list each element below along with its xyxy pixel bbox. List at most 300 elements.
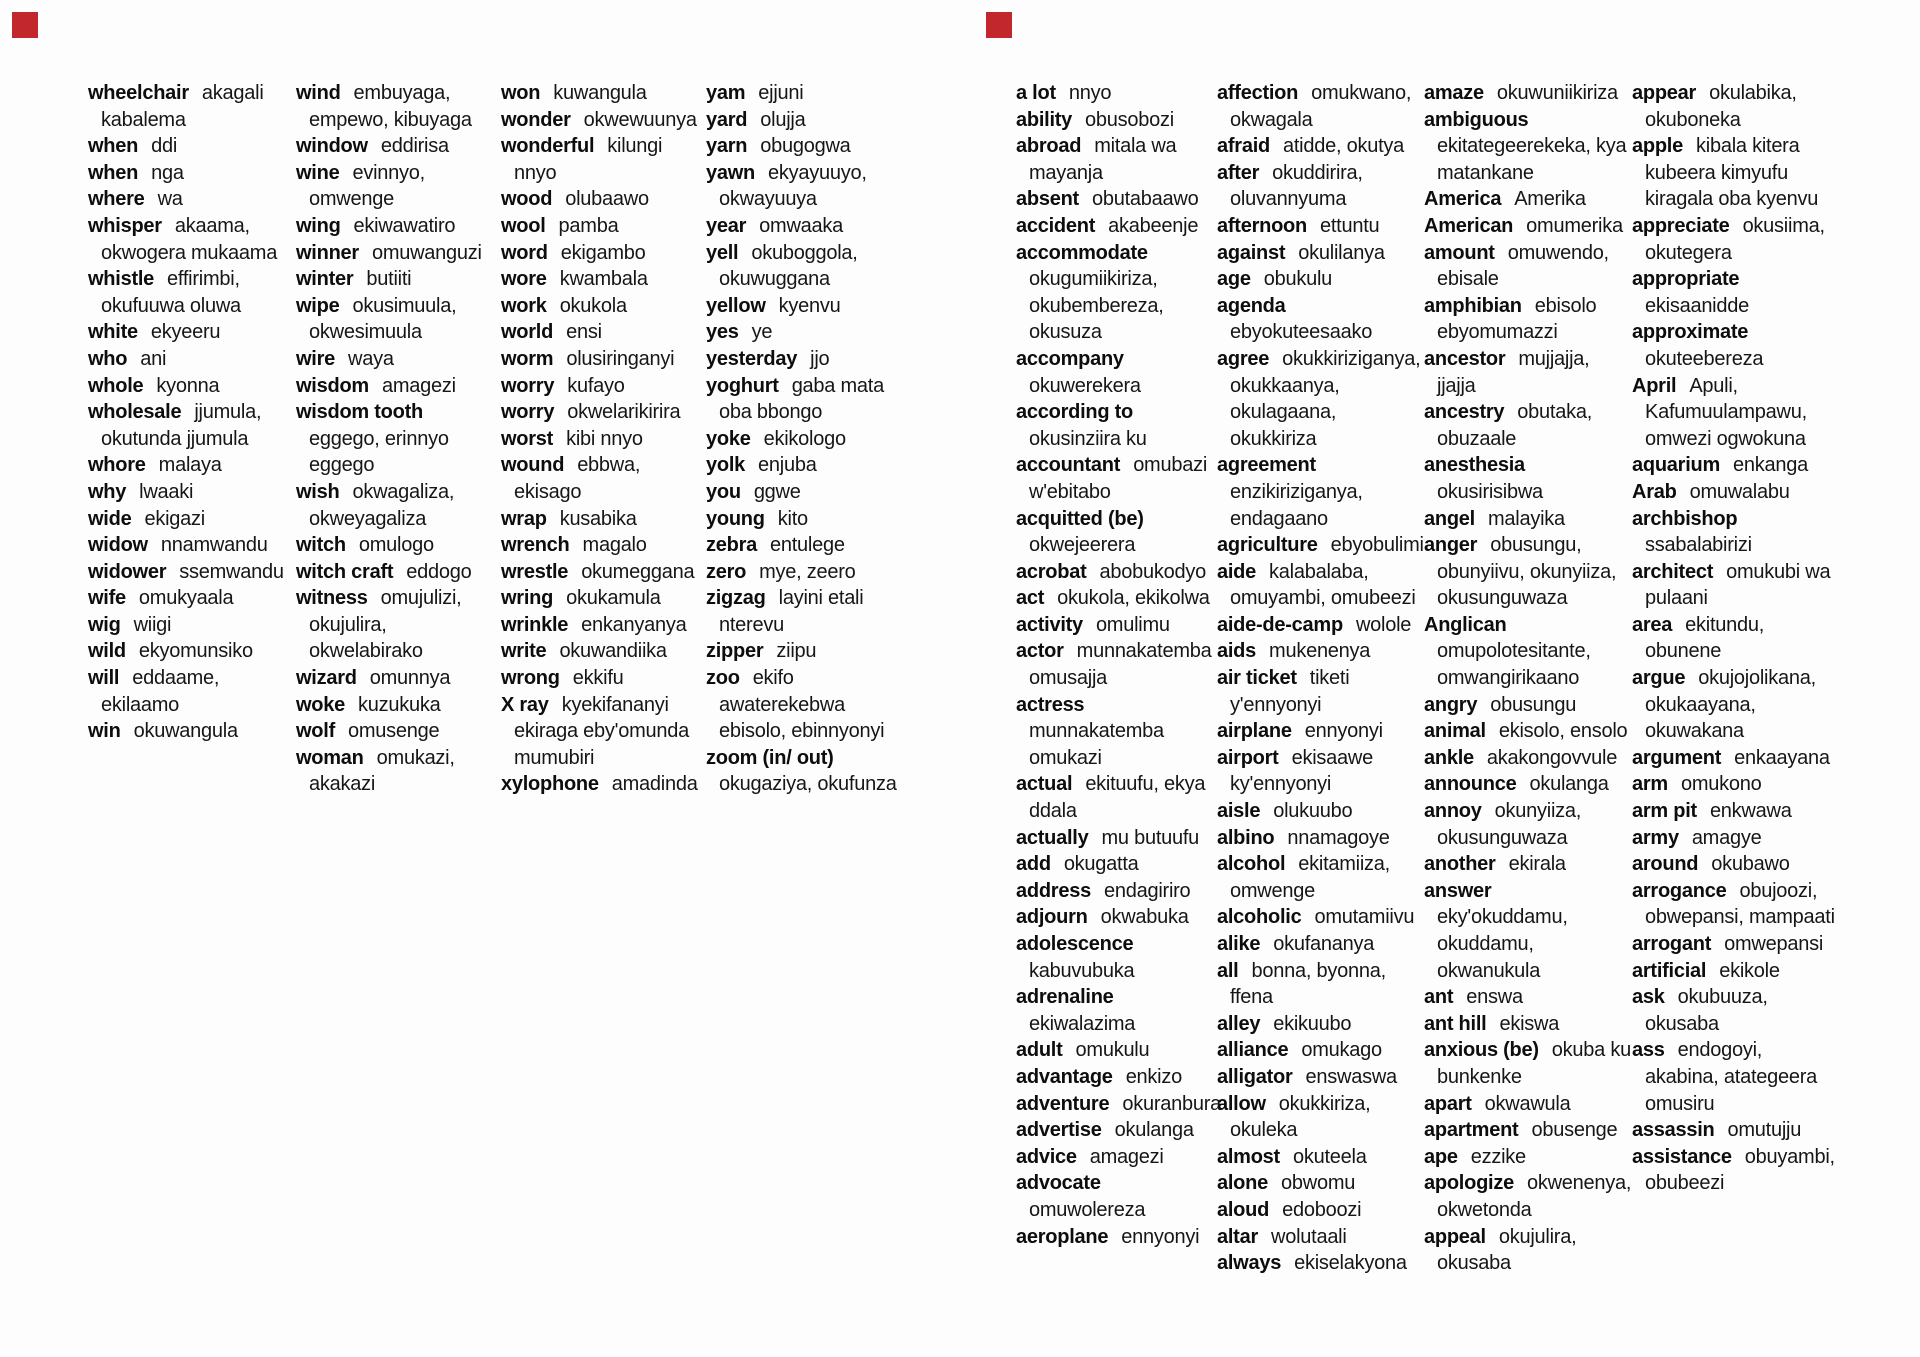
translation-continuation: okujulira,	[309, 613, 387, 636]
headword: almost	[1217, 1145, 1280, 1168]
dictionary-line	[1217, 798, 1424, 825]
dictionary-line	[501, 399, 698, 426]
translation-continuation: w'ebitabo	[1029, 480, 1111, 503]
headword: arm pit	[1632, 800, 1697, 823]
dictionary-line	[1016, 293, 1221, 320]
translation: omumerika	[1526, 214, 1623, 237]
translation: enkanyanya	[581, 613, 687, 636]
headword: worry	[501, 374, 555, 397]
headword: actual	[1016, 773, 1073, 796]
dictionary-line	[296, 293, 482, 320]
translation: okuwandiika	[559, 640, 667, 663]
headword: arrogance	[1632, 879, 1727, 902]
dictionary-line	[1632, 771, 1835, 798]
headword: worst	[501, 427, 554, 450]
dictionary-line	[1016, 452, 1221, 479]
dictionary-column-a4	[1632, 80, 1835, 1197]
dictionary-line	[1217, 612, 1424, 639]
dictionary-line	[706, 479, 897, 506]
translation: ekisolo, ensolo	[1498, 720, 1628, 743]
dictionary-line	[501, 452, 698, 479]
translation: ennyonyi	[1304, 720, 1383, 743]
translation: malayika	[1488, 507, 1565, 530]
translation: abobukodyo	[1099, 560, 1206, 583]
dictionary-line	[1632, 638, 1835, 665]
translation: endagiriro	[1103, 879, 1191, 902]
translation: enswaswa	[1305, 1065, 1397, 1088]
headword: absent	[1016, 188, 1079, 211]
translation: okwagaliza,	[352, 480, 455, 503]
translation: evinnyo,	[352, 161, 425, 184]
translation: olusiringanyi	[566, 347, 675, 370]
headword: wisdom	[296, 374, 369, 397]
headword: aeroplane	[1016, 1225, 1109, 1248]
dictionary-line	[1632, 399, 1835, 426]
dictionary-line	[1424, 771, 1631, 798]
headword: approximate	[1632, 321, 1749, 344]
dictionary-line	[1632, 426, 1835, 453]
translation: obuyambi,	[1744, 1145, 1835, 1168]
dictionary-line	[1217, 399, 1424, 426]
dictionary-line	[501, 80, 698, 107]
dictionary-line	[1424, 878, 1631, 905]
translation: ekyeeru	[150, 321, 221, 344]
translation-continuation: okusaba	[1437, 1252, 1511, 1275]
translation: okubuuza,	[1677, 986, 1768, 1009]
dictionary-line	[1016, 506, 1221, 533]
headword: artificial	[1632, 959, 1707, 982]
dictionary-line	[1632, 1144, 1835, 1171]
dictionary-line	[501, 373, 698, 400]
headword: worry	[501, 401, 555, 424]
translation: bonna, byonna,	[1251, 959, 1386, 982]
headword: actor	[1016, 640, 1064, 663]
dictionary-line	[1217, 319, 1424, 346]
headword: age	[1217, 268, 1251, 291]
headword: why	[88, 480, 127, 503]
dictionary-line	[296, 319, 482, 346]
headword: alliance	[1217, 1039, 1289, 1062]
dictionary-line	[1632, 851, 1835, 878]
headword: airport	[1217, 746, 1279, 769]
headword: April	[1632, 374, 1677, 397]
translation: amagezi	[1089, 1145, 1164, 1168]
headword: ask	[1632, 986, 1665, 1009]
dictionary-line	[1217, 931, 1424, 958]
headword: X ray	[501, 693, 549, 716]
translation-continuation: okugaziya, okufunza	[719, 773, 897, 796]
dictionary-line	[88, 80, 284, 107]
headword: wrong	[501, 667, 560, 690]
headword: allow	[1217, 1092, 1266, 1115]
translation: nnamwandu	[160, 534, 268, 557]
headword: argue	[1632, 667, 1686, 690]
headword: wind	[296, 82, 341, 104]
headword: ambiguous	[1424, 108, 1529, 131]
headword: appear	[1632, 82, 1697, 104]
translation-continuation: nterevu	[719, 613, 784, 636]
dictionary-line	[1632, 904, 1835, 931]
headword: area	[1632, 613, 1673, 636]
translation: okuwuniikiriza	[1496, 82, 1618, 104]
dictionary-line	[1016, 479, 1221, 506]
translation: waya	[348, 347, 394, 370]
translation-continuation: okusinziira ku	[1029, 427, 1147, 450]
dictionary-line	[1217, 1250, 1424, 1277]
translation: mye, zeero	[759, 560, 856, 583]
translation: okwelarikirira	[567, 401, 681, 424]
headword: ass	[1632, 1039, 1665, 1062]
translation: obutaka,	[1517, 401, 1593, 424]
headword: who	[88, 347, 128, 370]
dictionary-line	[1016, 612, 1221, 639]
translation-continuation: kubeera kimyufu	[1645, 161, 1788, 184]
translation-continuation: okukkiriza	[1230, 427, 1317, 450]
dictionary-line	[706, 186, 897, 213]
translation: obugogwa	[760, 135, 851, 158]
translation: pamba	[558, 214, 619, 237]
headword: wrinkle	[501, 613, 569, 636]
translation: layini etali	[778, 587, 864, 610]
dictionary-line	[88, 692, 284, 719]
dictionary-line	[1217, 532, 1424, 559]
dictionary-line	[296, 771, 482, 798]
dictionary-line	[1217, 771, 1424, 798]
dictionary-line	[1424, 1091, 1631, 1118]
translation-continuation: okusirisibwa	[1437, 480, 1543, 503]
dictionary-line	[1016, 692, 1221, 719]
translation-continuation: okukkaanya,	[1230, 374, 1340, 397]
dictionary-line	[1424, 107, 1631, 134]
translation: gaba mata	[791, 374, 884, 397]
translation: kilungi	[607, 135, 663, 158]
dictionary-line	[1217, 1011, 1424, 1038]
translation: enswa	[1466, 986, 1523, 1009]
headword: angel	[1424, 507, 1475, 530]
dictionary-line	[88, 399, 284, 426]
dictionary-line	[1217, 160, 1424, 187]
dictionary-line	[706, 638, 897, 665]
translation: omuwalabu	[1689, 480, 1790, 503]
dictionary-line	[501, 559, 698, 586]
headword: yell	[706, 241, 739, 264]
headword: whole	[88, 374, 144, 397]
dictionary-line	[706, 771, 897, 798]
dictionary-line	[501, 240, 698, 267]
translation: kyekifananyi	[561, 693, 669, 716]
headword: advertise	[1016, 1119, 1102, 1142]
translation-continuation: mayanja	[1029, 161, 1103, 184]
page-corner-marker-left	[12, 12, 38, 38]
translation-continuation: ekisago	[514, 480, 582, 503]
translation: omukyaala	[138, 587, 234, 610]
headword: aloud	[1217, 1198, 1270, 1221]
headword: after	[1217, 161, 1260, 184]
translation: nnyo	[1068, 82, 1112, 104]
dictionary-line	[706, 160, 897, 187]
dictionary-line	[1424, 692, 1631, 719]
dictionary-line	[88, 293, 284, 320]
dictionary-line	[296, 452, 482, 479]
dictionary-line	[501, 665, 698, 692]
headword: a lot	[1016, 82, 1056, 104]
translation-continuation: okubembereza,	[1029, 294, 1164, 317]
headword: add	[1016, 853, 1051, 876]
headword: wholesale	[88, 401, 182, 424]
dictionary-line	[1016, 559, 1221, 586]
dictionary-line	[296, 745, 482, 772]
headword: always	[1217, 1252, 1282, 1275]
dictionary-line	[1424, 718, 1631, 745]
headword: assistance	[1632, 1145, 1732, 1168]
headword: assassin	[1632, 1119, 1715, 1142]
translation: okulanga	[1529, 773, 1609, 796]
translation-continuation: omwangirikaano	[1437, 667, 1580, 690]
translation: okwabuka	[1100, 906, 1189, 929]
headword: woke	[296, 693, 346, 716]
translation-continuation: ekitategeerekeka, kya	[1437, 135, 1627, 158]
translation: eddirisa	[380, 135, 449, 158]
dictionary-line	[1217, 665, 1424, 692]
translation: obujoozi,	[1739, 879, 1818, 902]
translation: omukulu	[1075, 1039, 1150, 1062]
translation-continuation: matankane	[1437, 161, 1534, 184]
dictionary-line	[1424, 1224, 1631, 1251]
dictionary-line	[1016, 1170, 1221, 1197]
dictionary-line	[296, 479, 482, 506]
headword: appreciate	[1632, 214, 1730, 237]
headword: adjourn	[1016, 906, 1088, 929]
headword: wine	[296, 161, 340, 184]
translation: omuwanguzi	[371, 241, 482, 264]
headword: zigzag	[706, 587, 766, 610]
dictionary-line	[1632, 612, 1835, 639]
translation: wolole	[1355, 613, 1412, 636]
headword: aisle	[1217, 800, 1261, 823]
headword: arrogant	[1632, 933, 1712, 955]
headword: appropriate	[1632, 268, 1740, 291]
dictionary-line	[1632, 133, 1835, 160]
dictionary-line	[706, 213, 897, 240]
dictionary-line	[1424, 825, 1631, 852]
headword: abroad	[1016, 135, 1082, 158]
translation-continuation: oba bbongo	[719, 401, 823, 424]
dictionary-line	[1016, 160, 1221, 187]
dictionary-line	[1632, 452, 1835, 479]
dictionary-line	[1632, 692, 1835, 719]
translation: ebisolo	[1534, 294, 1597, 317]
dictionary-line	[1632, 585, 1835, 612]
dictionary-line	[501, 293, 698, 320]
translation: munnakatemba	[1076, 640, 1212, 663]
translation: okukamula	[566, 587, 661, 610]
headword: whore	[88, 454, 146, 477]
dictionary-line	[1632, 1091, 1835, 1118]
translation: akakongovvule	[1486, 746, 1618, 769]
dictionary-line	[1424, 798, 1631, 825]
headword: according to	[1016, 401, 1134, 424]
dictionary-line	[501, 745, 698, 772]
headword: afternoon	[1217, 214, 1307, 237]
dictionary-line	[1217, 745, 1424, 772]
translation: enkwawa	[1709, 800, 1792, 823]
headword: wool	[501, 214, 546, 237]
translation: okuboggola,	[751, 241, 858, 264]
translation-continuation: omwenge	[1230, 879, 1315, 902]
dictionary-line	[1632, 213, 1835, 240]
headword: agenda	[1217, 294, 1286, 317]
translation-continuation: okwetonda	[1437, 1198, 1532, 1221]
dictionary-column-a2	[1217, 80, 1424, 1277]
dictionary-line	[1632, 825, 1835, 852]
translation: entulege	[770, 534, 845, 557]
translation: ejjuni	[758, 82, 804, 104]
dictionary-line	[501, 426, 698, 453]
headword: wonder	[501, 108, 571, 131]
translation-continuation: okutunda jjumula	[101, 427, 249, 450]
translation: wolutaali	[1271, 1225, 1347, 1248]
headword: army	[1632, 826, 1679, 849]
headword: wrench	[501, 534, 570, 557]
translation-continuation: omuyambi, omubeezi	[1230, 587, 1416, 610]
translation: omulogo	[358, 534, 434, 557]
dictionary-line	[501, 638, 698, 665]
headword: ape	[1424, 1145, 1458, 1168]
headword: wing	[296, 214, 341, 237]
translation-continuation: okuddamu,	[1437, 933, 1534, 955]
dictionary-line	[1217, 240, 1424, 267]
translation: okulilanya	[1298, 241, 1385, 264]
dictionary-line	[1632, 1064, 1835, 1091]
headword: zebra	[706, 534, 757, 557]
translation: okumeggana	[581, 560, 695, 583]
translation: kusabika	[559, 507, 637, 530]
translation: ekituufu, ekya	[1085, 773, 1206, 796]
dictionary-line	[1217, 1091, 1424, 1118]
translation: omusenge	[348, 720, 440, 743]
translation: okuwangula	[133, 720, 238, 743]
translation-continuation: okwelabirako	[309, 640, 423, 663]
dictionary-line	[1424, 851, 1631, 878]
headword: zoo	[706, 667, 740, 690]
headword: zipper	[706, 640, 764, 663]
translation-continuation: omusajja	[1029, 667, 1108, 690]
translation: omukazi,	[376, 746, 455, 769]
dictionary-line	[1632, 373, 1835, 400]
headword: altar	[1217, 1225, 1258, 1248]
translation: okufananya	[1273, 933, 1375, 955]
dictionary-line	[1016, 373, 1221, 400]
translation: enkaayana	[1734, 746, 1830, 769]
translation: ye	[751, 321, 773, 344]
translation: olukuubo	[1273, 800, 1353, 823]
dictionary-line	[1217, 718, 1424, 745]
headword: yoke	[706, 427, 751, 450]
translation-continuation: munnakatemba	[1029, 720, 1164, 743]
dictionary-line	[501, 692, 698, 719]
headword: archbishop	[1632, 507, 1738, 530]
translation: amagezi	[381, 374, 456, 397]
translation-continuation: eky'okuddamu,	[1437, 906, 1568, 929]
headword: xylophone	[501, 773, 599, 796]
dictionary-line	[1424, 612, 1631, 639]
dictionary-line	[88, 186, 284, 213]
headword: Anglican	[1424, 613, 1507, 636]
headword: advantage	[1016, 1065, 1113, 1088]
headword: acrobat	[1016, 560, 1087, 583]
headword: wire	[296, 347, 336, 370]
headword: all	[1217, 959, 1239, 982]
dictionary-line	[1424, 1064, 1631, 1091]
dictionary-line	[296, 506, 482, 533]
headword: work	[501, 294, 547, 317]
dictionary-line	[296, 665, 482, 692]
headword: wipe	[296, 294, 340, 317]
translation: ekisaawe	[1291, 746, 1373, 769]
translation-continuation: nnyo	[514, 161, 557, 184]
headword: yarn	[706, 135, 748, 158]
translation: ebyobulimi	[1330, 534, 1424, 557]
dictionary-line	[1016, 878, 1221, 905]
dictionary-line	[706, 426, 897, 453]
dictionary-line	[1016, 771, 1221, 798]
dictionary-line	[88, 585, 284, 612]
dictionary-line	[88, 160, 284, 187]
dictionary-line	[706, 293, 897, 320]
dictionary-line	[1632, 346, 1835, 373]
headword: around	[1632, 853, 1699, 876]
dictionary-line	[1632, 798, 1835, 825]
translation: ekigambo	[560, 241, 646, 264]
headword: wife	[88, 587, 126, 610]
headword: yellow	[706, 294, 766, 317]
dictionary-line	[1016, 107, 1221, 134]
dictionary-line	[1424, 1197, 1631, 1224]
dictionary-line	[88, 107, 284, 134]
translation: kuwangula	[553, 82, 647, 104]
dictionary-line	[296, 718, 482, 745]
translation: omutujju	[1727, 1119, 1802, 1142]
translation: omukono	[1680, 773, 1762, 796]
translation: omujulizi,	[380, 587, 462, 610]
translation: ekikole	[1719, 959, 1780, 982]
dictionary-line	[1424, 585, 1631, 612]
dictionary-line	[1632, 160, 1835, 187]
headword: win	[88, 720, 121, 743]
translation: embuyaga,	[353, 82, 451, 104]
dictionary-line	[1217, 585, 1424, 612]
dictionary-line	[1217, 373, 1424, 400]
dictionary-column-a1	[1016, 80, 1221, 1250]
headword: world	[501, 321, 554, 344]
dictionary-line	[1016, 904, 1221, 931]
headword: anger	[1424, 534, 1478, 557]
translation: ekikologo	[763, 427, 846, 450]
translation: omulimu	[1095, 613, 1170, 636]
translation: ekikuubo	[1273, 1012, 1352, 1035]
dictionary-line	[1217, 958, 1424, 985]
translation: okwewuunya	[583, 108, 697, 131]
headword: air ticket	[1217, 667, 1297, 690]
translation: okuba ku	[1551, 1039, 1631, 1062]
dictionary-line	[1632, 1011, 1835, 1038]
headword: when	[88, 161, 139, 184]
dictionary-line	[296, 585, 482, 612]
headword: anesthesia	[1424, 454, 1525, 477]
dictionary-line	[88, 452, 284, 479]
dictionary-line	[1016, 958, 1221, 985]
dictionary-line	[501, 612, 698, 639]
